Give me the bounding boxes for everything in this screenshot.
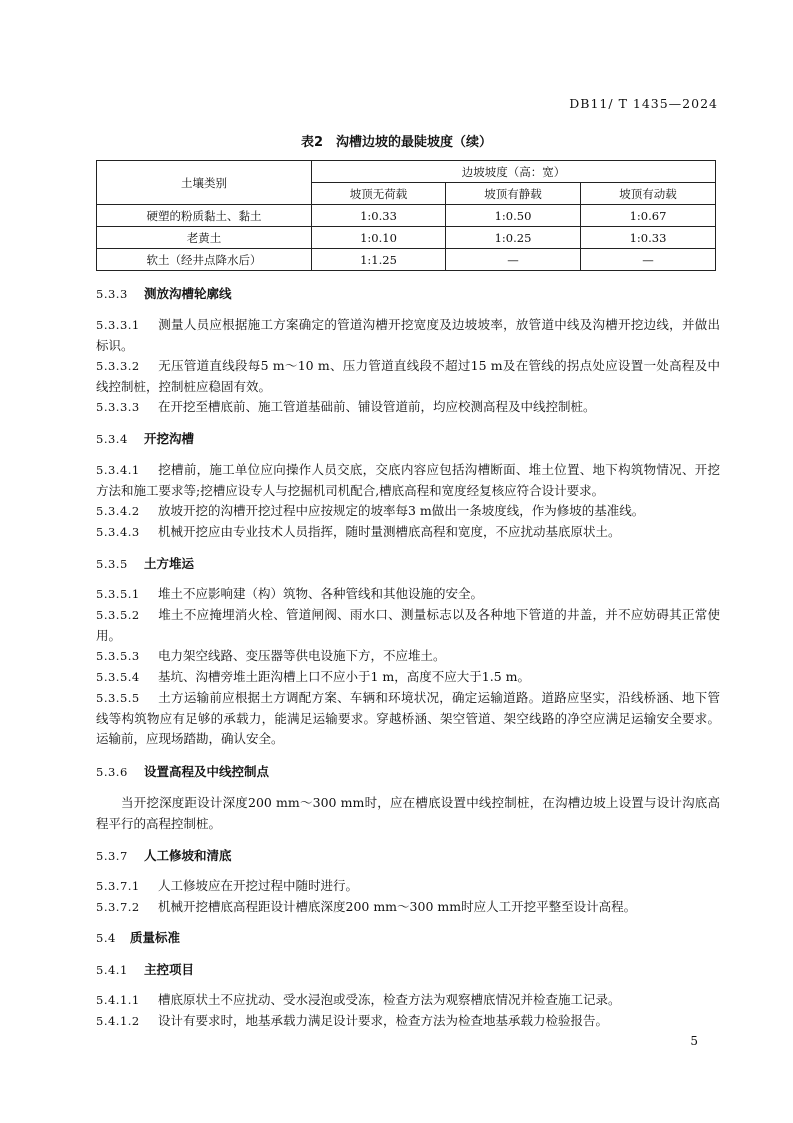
clause-text: 堆土不应影响建（构）筑物、各种管线和其他设施的安全。 <box>158 586 484 601</box>
clause-number: 5.3.5.4 <box>96 670 140 684</box>
clause-number: 5.3.3.1 <box>96 318 140 332</box>
table-cell: 1:1.25 <box>312 249 446 271</box>
section-title: 质量标准 <box>130 930 181 945</box>
clause-text: 无压管道直线段每5 m～10 m、压力管道直线段不超过15 m及在管线的拐点处应设置一处高程及中线控制桩，控制桩应稳固有效。 <box>96 358 720 394</box>
table-cell: — <box>446 249 581 271</box>
table-cell: — <box>581 249 716 271</box>
clause-number: 5.3.5.2 <box>96 608 140 622</box>
clause-5-3-7-1 <box>96 876 720 897</box>
clause-5-3-4-3 <box>96 522 720 543</box>
clause-5-3-4-1 <box>96 460 720 501</box>
clause-number: 5.4.1.1 <box>96 993 140 1007</box>
section-5-3-7 <box>96 846 232 864</box>
clause-text: 土方运输前应根据土方调配方案、车辆和环境状况，确定运输道路。道路应坚实，沿线桥涵、地下管线等构筑物应有足够的承载力，能满足运输要求。穿越桥涵、架空管道、架空线路的净空应满足运输安全要求。运输前，应现场踏勘，确认安全。 <box>96 690 720 746</box>
section-title: 设置高程及中线控制点 <box>144 764 270 779</box>
clause-5-3-4-2 <box>96 501 720 522</box>
section-5-3-3 <box>96 284 232 302</box>
section-5-3-4 <box>96 429 194 447</box>
section-number: 5.3.7 <box>96 849 128 863</box>
table-subheader-cell: 坡顶有动载 <box>581 183 716 205</box>
clause-5-3-5-4 <box>96 667 720 688</box>
clause-number: 5.4.1.2 <box>96 1014 140 1028</box>
section-number: 5.3.3 <box>96 287 128 301</box>
section-title: 土方堆运 <box>144 556 195 571</box>
table-cell: 1:0.67 <box>581 205 716 227</box>
clause-text: 人工修坡应在开挖过程中随时进行。 <box>158 878 359 893</box>
clause-5-3-6-text <box>96 793 720 834</box>
clause-5-3-7-2 <box>96 897 720 918</box>
section-number: 5.4.1 <box>96 963 128 977</box>
page-number: 5 <box>690 1034 698 1048</box>
clause-number: 5.3.5.1 <box>96 587 140 601</box>
clause-5-4-1-1 <box>96 990 720 1011</box>
clause-text: 设计有要求时，地基承载力满足设计要求，检查方法为检查地基承载力检验报告。 <box>158 1013 609 1028</box>
clause-number: 5.3.7.2 <box>96 900 140 914</box>
section-5-4 <box>96 928 180 946</box>
clause-text: 电力架空线路、变压器等供电设施下方，不应堆土。 <box>158 648 446 663</box>
clause-5-3-5-5 <box>96 688 720 750</box>
clause-5-3-3-1 <box>96 315 720 356</box>
table-title: 表2 沟槽边坡的最陡坡度（续） <box>300 135 493 150</box>
table-subheader-cell: 坡顶无荷载 <box>312 183 446 205</box>
table-cell: 1:0.50 <box>446 205 581 227</box>
clause-text: 机械开挖槽底高程距设计槽底深度200 mm～300 mm时应人工开挖平整至设计高程。 <box>158 899 637 914</box>
clause-text: 槽底原状土不应扰动、受水浸泡或受冻，检查方法为观察槽底情况并检查施工记录。 <box>158 992 621 1007</box>
section-5-3-5 <box>96 554 194 572</box>
table-header-slope: 边坡坡度（高：宽） <box>312 161 716 183</box>
table-cell: 1:0.25 <box>446 227 581 249</box>
clause-5-3-3-2 <box>96 356 720 397</box>
clause-5-3-5-1 <box>96 584 720 605</box>
table-cell-soil: 软土（经井点降水后） <box>97 249 312 271</box>
section-title: 主控项目 <box>144 962 195 977</box>
clause-text: 堆土不应掩埋消火栓、管道闸阀、雨水口、测量标志以及各种地下管道的井盖，并不应妨碍其正常使用。 <box>96 607 720 643</box>
table-cell: 1:0.10 <box>312 227 446 249</box>
clause-number: 5.3.4.2 <box>96 504 140 518</box>
table-header-row <box>97 161 716 183</box>
clause-5-4-1-2 <box>96 1011 720 1032</box>
section-5-4-1 <box>96 960 194 978</box>
table-row <box>97 249 716 271</box>
clause-text: 机械开挖应由专业技术人员指挥，随时量测槽底高程和宽度，不应扰动基底原状土。 <box>158 524 621 539</box>
section-title: 测放沟槽轮廓线 <box>144 286 232 301</box>
table-cell-soil: 老黄土 <box>97 227 312 249</box>
clause-text: 在开挖至槽底前、施工管道基础前、铺设管道前，均应校测高程及中线控制桩。 <box>158 399 596 414</box>
clause-text: 测量人员应根据施工方案确定的管道沟槽开挖宽度及边坡坡率，放管道中线及沟槽开挖边线，并做出标识。 <box>96 317 720 353</box>
clause-5-3-3-3 <box>96 397 720 418</box>
clause-number: 5.3.4.1 <box>96 463 140 477</box>
clause-number: 5.3.5.5 <box>96 691 140 705</box>
clause-number: 5.3.7.1 <box>96 879 140 893</box>
clause-5-3-5-3 <box>96 646 720 667</box>
section-number: 5.3.6 <box>96 765 128 779</box>
table-header-soil: 土壤类别 <box>97 161 312 205</box>
section-number: 5.4 <box>96 931 116 945</box>
clause-number: 5.3.5.3 <box>96 649 140 663</box>
clause-text: 基坑、沟槽旁堆土距沟槽上口不应小于1 m，高度不应大于1.5 m。 <box>158 669 530 684</box>
section-title: 人工修坡和清底 <box>144 848 232 863</box>
clause-number: 5.3.3.3 <box>96 400 140 414</box>
clause-5-3-5-2 <box>96 605 720 646</box>
table-row <box>97 227 716 249</box>
section-number: 5.3.4 <box>96 432 128 446</box>
section-5-3-6 <box>96 762 269 780</box>
clause-text: 放坡开挖的沟槽开挖过程中应按规定的坡率每3 m做出一条坡度线，作为修坡的基准线。 <box>158 503 645 518</box>
clause-number: 5.3.3.2 <box>96 359 140 373</box>
table-cell: 1:0.33 <box>581 227 716 249</box>
clause-text: 当开挖深度距设计深度200 mm～300 mm时，应在槽底设置中线控制桩，在沟槽边坡上设置与设计沟底高程平行的高程控制桩。 <box>96 795 720 831</box>
table-row <box>97 205 716 227</box>
section-title: 开挖沟槽 <box>144 431 195 446</box>
table-subheader-cell: 坡顶有静载 <box>446 183 581 205</box>
table-cell: 1:0.33 <box>312 205 446 227</box>
section-number: 5.3.5 <box>96 557 128 571</box>
slope-table <box>96 160 716 271</box>
clause-text: 挖槽前，施工单位应向操作人员交底，交底内容应包括沟槽断面、堆土位置、地下构筑物情况、开挖方法和施工要求等;挖槽应设专人与挖掘机司机配合,槽底高程和宽度经复核应符合设计要求。 <box>96 462 720 498</box>
table-cell-soil: 硬塑的粉质黏土、黏土 <box>97 205 312 227</box>
standard-number: DB11/ T 1435—2024 <box>569 96 718 111</box>
clause-number: 5.3.4.3 <box>96 525 140 539</box>
